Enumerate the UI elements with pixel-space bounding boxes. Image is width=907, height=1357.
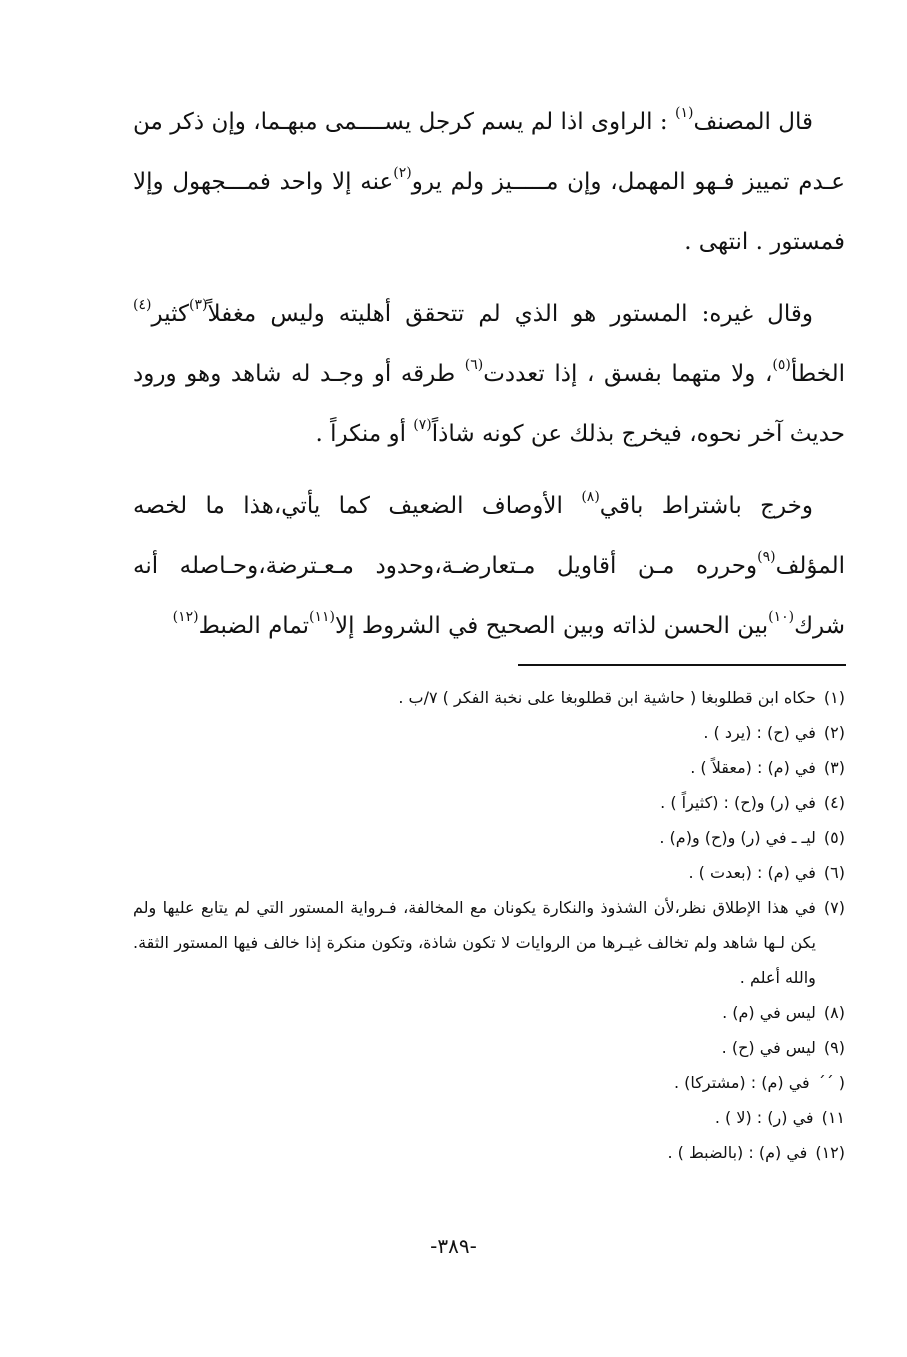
text-run: الأوصاف الضعيف كما يأتي،هذا ما لخصه المؤلف	[133, 493, 845, 579]
text-run: وخرج باشتراط باقي	[599, 493, 813, 519]
footnote-number: (٩)	[823, 1038, 845, 1057]
footnote-text: في (م) : (معقلاً ) .	[690, 758, 816, 777]
footnote-ref: (١١)	[309, 609, 335, 625]
footnote-ref: (١٢)	[172, 609, 199, 625]
footnote-number: (٢)	[823, 723, 845, 742]
footnote-number: (٣)	[823, 758, 845, 777]
paragraph	[133, 476, 845, 656]
paragraph	[133, 284, 845, 464]
text-run: كثير	[151, 301, 189, 327]
footnote-number: (٧)	[823, 898, 845, 917]
footnote-item	[133, 750, 845, 785]
footnote-number: ( ´´	[817, 1073, 845, 1092]
paragraph	[133, 92, 845, 272]
footnote-ref: (٥)	[772, 357, 791, 373]
footnote-item	[133, 890, 845, 995]
footnote-text: في (ر) : (لا ) .	[714, 1108, 814, 1127]
footnote-text: في (م) : (بعدت ) .	[688, 863, 816, 882]
text-run: تمام الضبط	[198, 613, 310, 639]
footnote-ref: (٤)	[133, 297, 152, 313]
footnote-ref: (٨)	[581, 489, 600, 505]
footnote-text: في (م) : (بالضبط ) .	[667, 1143, 808, 1162]
text-run: الخطأ	[790, 361, 846, 387]
footnote-item	[133, 1065, 845, 1100]
footnote-item	[133, 715, 845, 750]
footnote-text: ليـ ـ في (ر) و(ح) و(م) .	[659, 828, 816, 847]
footnote-number: (٦)	[823, 863, 845, 882]
footnote-number: (٤)	[823, 793, 845, 812]
footnote-ref: (٣)	[189, 297, 208, 313]
footnote-text: في (م) : (مشتركا) .	[674, 1073, 810, 1092]
footnote-text: في (ح) : (يرد ) .	[703, 723, 816, 742]
footnote-item	[133, 820, 845, 855]
text-run: عنه إلا واحد فمـــجهول وإلا فمستور . انتهى .	[133, 169, 845, 255]
footnote-text: ليس في (م) .	[722, 1003, 816, 1022]
footnote-text: حكاه ابن قطلوبغا ( حاشية ابن قطلوبغا على نخبة الفكر ) ٧/ب .	[398, 688, 816, 707]
text-run: : الراوى اذا لم يسم كرجل يســــمى مبهـما، وإن ذكر من عـدم تمييز فـهو المهمل، وإن مـــــيز ولم يرو	[133, 109, 845, 195]
footnote-item	[133, 680, 845, 715]
footnote-text: في هذا الإطلاق نظر،لأن الشذوذ والنكارة يكونان مع المخالفة، فـرواية المستور التي لم يتابع عليها ولم يكن لـها شاهد ولم تخالف غيـرها من الروايات لا تكون شاذة، وتكون منكرة إذا خالف فيها المستور الثقة. والله أعلم .	[133, 898, 816, 987]
footnote-item	[133, 1135, 845, 1170]
footnote-number: (١)	[823, 688, 845, 707]
text-run: وحرره مـن أقاويل مـتعارضـة،وحدود مـعـترضة،وحـاصله أنه شرك	[133, 553, 845, 639]
text-run: طرقه أو وجـد له شاهد وهو ورود حديث آخر نحوه، فيخرج بذلك عن كونه شاذاً	[133, 361, 845, 447]
footnote-ref: (٢)	[393, 165, 412, 181]
footnote-number: (١٢)	[815, 1143, 845, 1162]
text-run: بين الحسن لذاته وبين الصحيح في الشروط إلا	[335, 613, 769, 639]
footnote-text: في (ر) و(ح) : (كثيراً ) .	[660, 793, 816, 812]
text-run: قال المصنف	[693, 109, 813, 135]
footnote-number: ١١)	[821, 1108, 845, 1127]
footnote-ref: (٧)	[413, 417, 432, 433]
footnote-ref: (٦)	[464, 357, 484, 373]
footnote-item	[133, 1100, 845, 1135]
footnote-separator	[518, 664, 846, 666]
footnote-ref: (٩)	[757, 549, 776, 565]
footnote-item	[133, 1030, 845, 1065]
footnote-text: ليس في (ح) .	[721, 1038, 816, 1057]
footnote-number: (٥)	[823, 828, 845, 847]
footnote-ref: (١٠)	[768, 609, 795, 625]
text-run: وقال غيره: المستور هو الذي لم تتحقق أهليته وليس مغفلاً	[207, 301, 813, 327]
text-run: أو منكراً .	[315, 421, 414, 447]
page-number: -٣٨٩-	[430, 1234, 477, 1258]
footnotes	[133, 680, 845, 1170]
footnote-item	[133, 855, 845, 890]
main-text	[133, 92, 845, 668]
footnote-item	[133, 785, 845, 820]
footnote-item	[133, 995, 845, 1030]
footnote-number: (٨)	[823, 1003, 845, 1022]
text-run: ، ولا متهما بفسق ، إذا تعددت	[483, 361, 773, 387]
footnote-ref: (١)	[675, 105, 694, 121]
